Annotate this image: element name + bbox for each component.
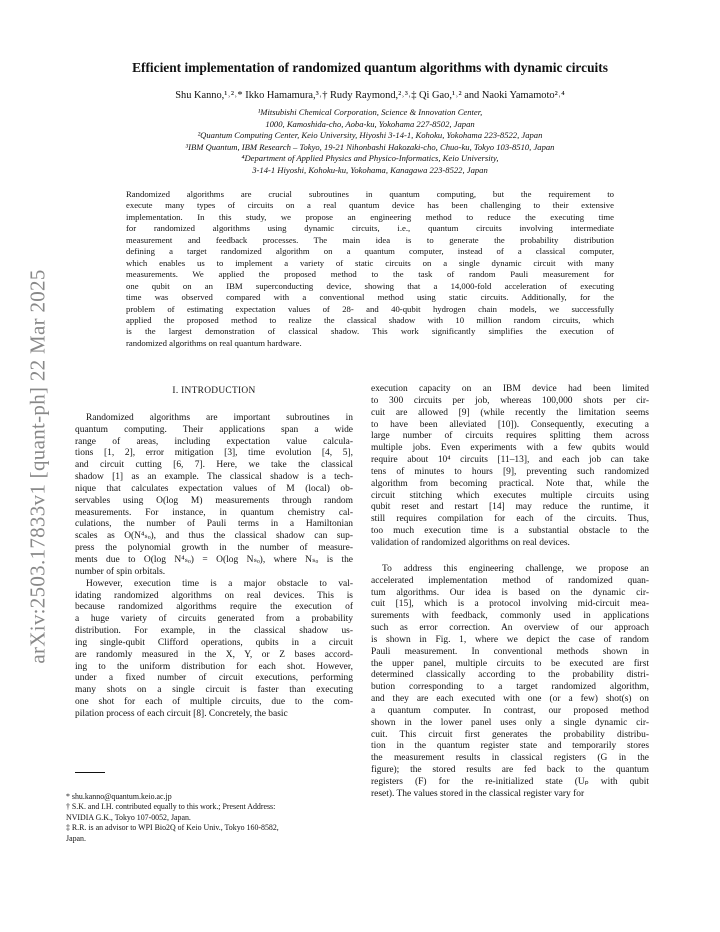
text-line: 1000, Kamoshida-cho, Aoba-ku, Yokohama 227-8502, Japan xyxy=(265,118,475,129)
text-line: large number of circuits requires splitting them across xyxy=(371,431,649,442)
paragraph xyxy=(75,579,353,721)
arxiv-margin-stamp xyxy=(18,236,58,696)
text-line: cuit. This circuit first generates the probability distribu- xyxy=(371,729,649,740)
abstract xyxy=(126,189,614,349)
text-line: distribution. For example, in the classical shadow us- xyxy=(75,626,353,637)
text-line: measurement and feedback processes. The main idea is to generate the probability distribution xyxy=(126,234,614,245)
text-line: a quantum computer. In contrast, our proposed method xyxy=(371,705,649,716)
author-list: Shu Kanno,¹˒²˒* Ikko Hamamura,³˒† Rudy Raymond,²˒³˒‡ Qi Gao,¹˒² and Naoki Yamamoto²˒⁴ xyxy=(175,90,565,101)
text-line: applied the proposed method to realize the classical shadow with 10 million random circuits, which xyxy=(126,314,614,325)
text-line: Pauli measurement. In conventional methods shown in xyxy=(371,646,649,657)
text-line: defining a target randomized algorithm on a quantum computer, instead of a classical computer, xyxy=(126,246,614,257)
arxiv-identifier: arXiv:2503.17833v1 [quant-ph] 22 Mar 2025 xyxy=(25,268,50,664)
text-line: 3-14-1 Hiyoshi, Kohoku-ku, Yokohama, Kanagawa 223-8522, Japan xyxy=(252,164,488,175)
text-line: ³IBM Quantum, IBM Research – Tokyo, 19-21 Nihonbashi Hakozaki-cho, Chuo-ku, Tokyo 103-8510, Japan xyxy=(185,141,555,152)
text-line: ²Quantum Computing Center, Keio University, Hiyoshi 3-14-1, Kohoku, Yokohama 223-8522, Japan xyxy=(197,130,543,141)
footnotes xyxy=(66,792,356,844)
text-line: ¹Mitsubishi Chemical Corporation, Science & Innovation Center, xyxy=(257,107,483,117)
right-column xyxy=(371,384,649,801)
text-line: to 300 circuits per job, whereas 100,000 shots per cir- xyxy=(371,395,649,406)
text-line: to have been alleviated [10]). Consequently, executing a xyxy=(371,419,649,430)
text-line: accelerated implementation method of randomized quan- xyxy=(371,575,649,586)
text-line: bution corresponding to a target randomized algorithm, xyxy=(371,682,649,693)
text-line: * shu.kanno@quantum.keio.ac.jp xyxy=(66,792,172,801)
text-line: algorithm from becoming practical. Note that, while the xyxy=(371,478,649,489)
text-line: scales as O(N⁴ₛₒ), and thus the classical shadow can sup- xyxy=(75,531,353,542)
text-line: are randomly measured in the X, Y, or Z bases accord- xyxy=(75,649,353,660)
text-line: time was observed compared with a conventional method using static circuits. Additionally, for the xyxy=(126,292,614,303)
text-line: Randomized algorithms are crucial subroutines in quantum computing, but the requirement to xyxy=(126,189,614,199)
text-line: NVIDIA G.K., Tokyo 107-0052, Japan. xyxy=(66,812,191,822)
text-line: cuit [15], which is a protocol involving mid-circuit mea- xyxy=(371,599,649,610)
text-line: multiple jobs. Even experiments with a few qubits would xyxy=(371,443,649,454)
text-line: for randomized algorithms using dynamic circuits, i.e., quantum circuits involving intermediate xyxy=(126,223,614,234)
text-line: tion in the quantum register state and temporarily stores xyxy=(371,741,649,752)
text-line: measurements. We applied the proposed method to the task of random Pauli measurement for xyxy=(126,269,614,280)
paragraph xyxy=(371,564,649,801)
text-line: qubit reset and restart [14] may reduce the runtime, it xyxy=(371,502,649,513)
text-line: range of areas, including expectation value calcula- xyxy=(75,436,353,447)
text-line: † S.K. and I.H. contributed equally to this work.; Present Address: xyxy=(66,802,276,812)
text-line: However, execution time is a major obstacle to val- xyxy=(86,578,353,589)
paragraph-gap xyxy=(371,550,649,564)
text-line: problem of estimating expectation values of 28- and 40-qubit hydrogen chain models, we successfully xyxy=(126,303,614,314)
text-line: too much execution time is a substantial obstacle to the xyxy=(371,526,649,537)
text-line: randomized algorithms on real quantum hardware. xyxy=(126,337,302,348)
text-line: many shots on a single circuit is faster than executing xyxy=(75,685,353,696)
text-line: validation of randomized algorithms on real devices. xyxy=(371,537,570,548)
text-line: culations, the number of Pauli terms in a Hamiltonian xyxy=(75,519,353,530)
text-line: one qubit on an IBM superconducting device, showing that a 14,000-fold acceleration of executing xyxy=(126,280,614,291)
text-line: Japan. xyxy=(66,833,86,843)
text-line: still requires compilation for each of the circuits. Thus, xyxy=(371,514,649,525)
text-line: tions [1, 2], error mitigation [3], time evolution [4, 5], xyxy=(75,448,353,459)
text-line: is shown in Fig. 1, where we depict the case of random xyxy=(371,634,649,645)
text-line: surements with feedback, commonly used in applications xyxy=(371,611,649,622)
text-line: figure); the stored results are fed back to the quantum xyxy=(371,765,649,776)
text-line: under a fixed number of circuit executions, performing xyxy=(75,673,353,684)
text-line: tens of minutes to hours [9], preventing such randomized xyxy=(371,466,649,477)
text-line: execute many types of circuits on a real quantum device has been challenging to their extensive xyxy=(126,200,614,211)
text-line: ing to the uniform distribution for each shot. However, xyxy=(75,661,353,672)
text-line: circuit stitching which executes multiple circuits using xyxy=(371,490,649,501)
text-line: and circuit cutting [6, 7]. Here, we take the classical xyxy=(75,460,353,471)
text-line: such as error correction. An overview of our approach xyxy=(371,623,649,634)
text-line: idating randomized algorithms on real devices. This is xyxy=(75,590,353,601)
text-line: quantum computing. Their applications span a wide xyxy=(75,424,353,435)
text-line: registers (F) for the re-initialized state (Uₚ with qubit xyxy=(371,777,649,787)
affiliations xyxy=(70,107,670,177)
text-line: cuit are allowed [9] (while recently the limitation seems xyxy=(371,407,649,418)
text-line: press the polynomial growth in the number of measure- xyxy=(75,543,353,554)
text-line: ⁴Department of Applied Physics and Physico-Informatics, Keio University, xyxy=(241,153,499,164)
text-line: Randomized algorithms are important subroutines in xyxy=(86,412,353,423)
text-line: shadow [1] as an example. The classical shadow is a tech- xyxy=(75,472,353,483)
text-line: one shot for each of multiple circuits, due to the com- xyxy=(75,697,353,708)
text-line: a huge variety of circuits generated from a probability xyxy=(75,614,353,625)
text-line: measurements. For instance, in quantum chemistry cal- xyxy=(75,507,353,518)
text-line: the upper panel, multiple circuits to be executed are first xyxy=(371,658,649,669)
text-line: ments due to O(log N⁴ₛₒ) = O(log Nₛₒ), where Nₛₒ is the xyxy=(75,554,353,565)
text-line: require about 10⁴ circuits [11–13], and each job can take xyxy=(371,455,649,466)
paragraph xyxy=(371,384,649,550)
paragraph xyxy=(75,413,353,579)
text-line: execution capacity on an IBM device had been limited xyxy=(371,384,649,394)
text-line: which enables us to implement a variety of static circuits on a single dynamic circuit with many xyxy=(126,257,614,268)
section-heading: I. INTRODUCTION xyxy=(172,386,256,396)
text-line: ‡ R.R. is an advisor to WPI Bio2Q of Keio Univ., Tokyo 160-8582, xyxy=(66,823,279,833)
text-line: because randomized algorithms require the execution of xyxy=(75,602,353,613)
text-line: servables using O(log M) measurements through random xyxy=(75,495,353,506)
text-line: reset). The values stored in the classical register vary for xyxy=(371,788,585,799)
text-line: ing single-qubit Clifford operations, qubits in a circuit xyxy=(75,637,353,648)
text-line: pilation process of each circuit [8]. Concretely, the basic xyxy=(75,708,288,719)
text-line: tum algorithms. Our idea is based on the dynamic cir- xyxy=(371,587,649,598)
text-line: determined classically according to the probability distri- xyxy=(371,670,649,681)
text-line: implementation. In this study, we propose an engineering method to reduce the executing time xyxy=(126,211,614,222)
text-line: To address this engineering challenge, we propose an xyxy=(382,563,649,574)
text-line: and they are each executed with one (or a few) shot(s) on xyxy=(371,694,649,705)
text-line: nique that calculates expectation values of M (local) ob- xyxy=(75,483,353,494)
text-line: shown in the lower panel uses only a single dynamic cir- xyxy=(371,717,649,728)
text-line: the measurement results in classical registers (G in the xyxy=(371,753,649,764)
left-column xyxy=(75,384,353,721)
paper-title: Efficient implementation of randomized quantum algorithms with dynamic circuits xyxy=(132,60,608,75)
text-line: is the largest demonstration of classical shadow. This work significantly simplifies the execution of xyxy=(126,326,614,337)
footnote-rule xyxy=(75,772,105,773)
text-line: number of spin orbitals. xyxy=(75,566,166,577)
